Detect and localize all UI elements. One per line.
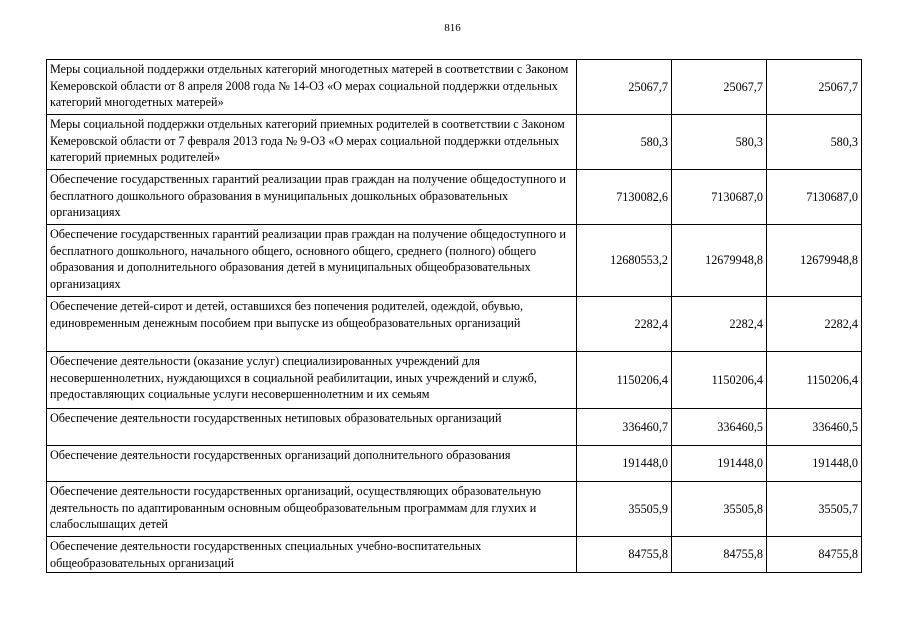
- table-row: [47, 409, 862, 446]
- row-value-1: 2282,4: [577, 297, 672, 352]
- row-value-1: 7130082,6: [577, 170, 672, 225]
- table-row: [47, 352, 862, 409]
- row-description: Обеспечение деятельности государственных организаций дополнительного образования: [47, 446, 577, 482]
- row-value-3: 191448,0: [767, 446, 862, 482]
- row-value-2: 7130687,0: [672, 170, 767, 225]
- table-row: [47, 482, 862, 537]
- table-row: [47, 297, 862, 352]
- table-row: [47, 537, 862, 573]
- row-value-2: 84755,8: [672, 537, 767, 573]
- row-value-2: 12679948,8: [672, 225, 767, 297]
- row-description: Меры социальной поддержки отдельных категорий приемных родителей в соответствии с Законом Кемеровской области от 7 февраля 2013 года № 9-ОЗ «О мерах социальной поддержки отдельных категорий приемных родителей»: [47, 115, 577, 170]
- row-value-1: 12680553,2: [577, 225, 672, 297]
- row-value-2: 35505,8: [672, 482, 767, 537]
- row-value-3: 25067,7: [767, 60, 862, 115]
- row-value-1: 336460,7: [577, 409, 672, 446]
- row-value-3: 2282,4: [767, 297, 862, 352]
- row-value-3: 580,3: [767, 115, 862, 170]
- row-description: Обеспечение деятельности (оказание услуг) специализированных учреждений для несовершеннолетних, нуждающихся в социальной реабилитации, иных учреждений и служб, предоставляющих социальные услуги несовершеннолетним и их семьям: [47, 352, 577, 409]
- table-row: [47, 60, 862, 115]
- row-description: Обеспечение деятельности государственных организаций, осуществляющих образовательную деятельность по адаптированным основным общеобразовательным программам для глухих и слабослышащих детей: [47, 482, 577, 537]
- row-value-1: 1150206,4: [577, 352, 672, 409]
- row-value-1: 191448,0: [577, 446, 672, 482]
- row-value-1: 580,3: [577, 115, 672, 170]
- row-value-3: 35505,7: [767, 482, 862, 537]
- row-description: Обеспечение деятельности государственных специальных учебно-воспитательных общеобразовательных организаций: [47, 537, 577, 573]
- row-value-2: 580,3: [672, 115, 767, 170]
- table-row: [47, 115, 862, 170]
- row-description: Обеспечение детей-сирот и детей, оставшихся без попечения родителей, одеждой, обувью, единовременным денежным пособием при выпуске из общеобразовательных организаций: [47, 297, 577, 352]
- table-row: [47, 446, 862, 482]
- row-value-2: 191448,0: [672, 446, 767, 482]
- row-value-1: 35505,9: [577, 482, 672, 537]
- row-value-1: 84755,8: [577, 537, 672, 573]
- budget-table: [46, 59, 862, 573]
- row-value-2: 2282,4: [672, 297, 767, 352]
- table-row: [47, 170, 862, 225]
- table-row: [47, 225, 862, 297]
- row-value-3: 12679948,8: [767, 225, 862, 297]
- row-description: Меры социальной поддержки отдельных категорий многодетных матерей в соответствии с Законом Кемеровской области от 8 апреля 2008 года № 14-ОЗ «О мерах социальной поддержки отдельных категорий многодетных матерей»: [47, 60, 577, 115]
- page-number: 816: [444, 22, 461, 34]
- row-value-1: 25067,7: [577, 60, 672, 115]
- row-value-2: 336460,5: [672, 409, 767, 446]
- row-description: Обеспечение государственных гарантий реализации прав граждан на получение общедоступного и бесплатного дошкольного, начального общего, основного общего, среднего (полного) общего образования и дополнительного образования детей в муниципальных общеобразовательных организациях: [47, 225, 577, 297]
- row-description: Обеспечение государственных гарантий реализации прав граждан на получение общедоступного и бесплатного дошкольного образования в муниципальных дошкольных образовательных организациях: [47, 170, 577, 225]
- row-value-3: 1150206,4: [767, 352, 862, 409]
- row-value-2: 1150206,4: [672, 352, 767, 409]
- row-value-2: 25067,7: [672, 60, 767, 115]
- row-value-3: 336460,5: [767, 409, 862, 446]
- row-value-3: 7130687,0: [767, 170, 862, 225]
- row-value-3: 84755,8: [767, 537, 862, 573]
- row-description: Обеспечение деятельности государственных нетиповых образовательных организаций: [47, 409, 577, 446]
